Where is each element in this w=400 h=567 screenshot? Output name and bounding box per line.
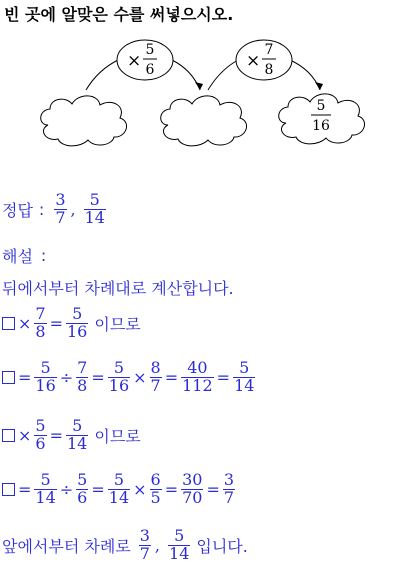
final-answer-line: 앞에서부터 차례로 $\frac{3}{7}$ , $\frac{5}{14}$ 입니다. xyxy=(2,526,248,563)
equation-3: × $\frac{5}{6}$ = $\frac{5}{14}$ 이므로 xyxy=(2,418,141,453)
blank-box xyxy=(2,429,15,442)
svg-text:×: × xyxy=(127,51,142,71)
answer-cloud-1 xyxy=(41,96,127,146)
answer-cloud-2 xyxy=(161,96,247,146)
blank-box xyxy=(2,371,15,384)
svg-text:8: 8 xyxy=(264,62,274,78)
svg-text:5: 5 xyxy=(316,98,326,114)
explain-intro: 뒤에서부터 차례대로 계산합니다. xyxy=(2,279,234,298)
svg-text:16: 16 xyxy=(312,118,330,134)
svg-text:6: 6 xyxy=(145,62,155,78)
blank-box xyxy=(2,317,15,330)
answer-line: 정답 : $\frac{3}{7}$ , $\frac{5}{14}$ xyxy=(2,190,105,227)
equation-1: × $\frac{7}{8}$ = $\frac{5}{16}$ 이므로 xyxy=(2,306,141,341)
equation-4: = $\frac{5}{14}$ ÷ $\frac{5}{6}$ = $\frac{5}{14}$ × $\frac{6}{5}$ = $\frac{30}{70}$ = $\frac{3}{7}$ xyxy=(2,472,237,507)
operation-diagram xyxy=(0,30,400,150)
question-text: 빈 곳에 알맞은 수를 써넣으시오. xyxy=(4,5,234,24)
svg-text:×: × xyxy=(246,51,261,71)
blank-box xyxy=(2,483,15,496)
explain-label: 해설 : xyxy=(2,246,47,266)
svg-text:5: 5 xyxy=(145,42,155,58)
equation-2: = $\frac{5}{16}$ ÷ $\frac{7}{8}$ = $\frac{5}{16}$ × $\frac{8}{7}$ = $\frac{40}{112}$ = $\frac{5}{14}$ xyxy=(2,360,257,395)
svg-text:7: 7 xyxy=(264,42,274,58)
